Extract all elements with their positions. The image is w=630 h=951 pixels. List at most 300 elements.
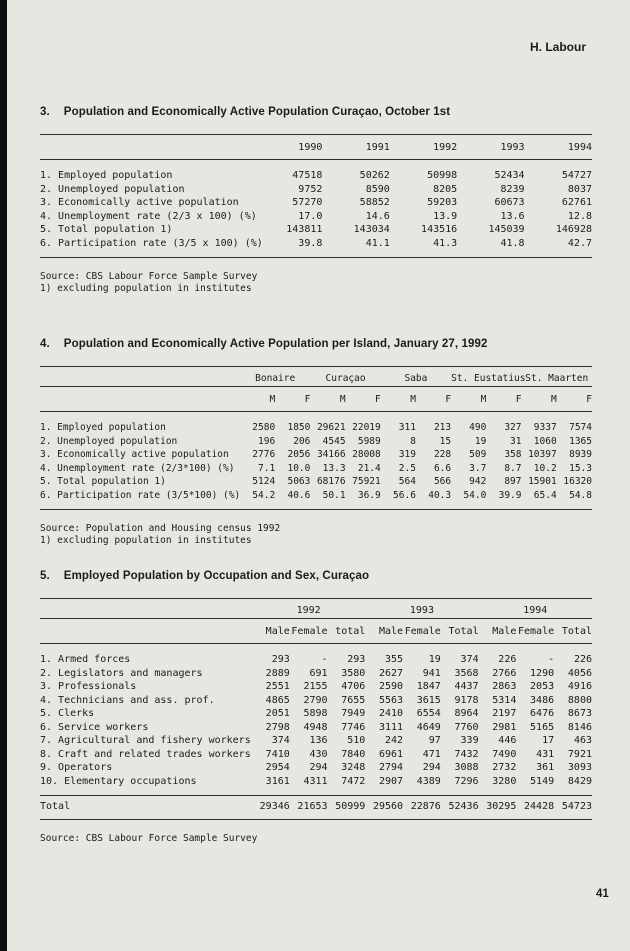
cell-value: 39.9 bbox=[498, 489, 522, 501]
cell-value: - bbox=[321, 654, 328, 665]
cell-value: 7.1 bbox=[258, 462, 276, 474]
cell-value: 3486 bbox=[530, 694, 555, 706]
section-title bbox=[40, 338, 592, 350]
cell-value: 41.1 bbox=[365, 237, 390, 249]
cell-value: 8239 bbox=[500, 183, 525, 195]
cell-value: 7949 bbox=[341, 708, 366, 719]
row-label: 1. Employed population bbox=[40, 170, 173, 181]
cell-value: 509 bbox=[469, 449, 487, 460]
column-group-header: 1994 bbox=[479, 599, 592, 619]
column-header: Total bbox=[441, 619, 479, 644]
cell-value: 339 bbox=[460, 735, 479, 746]
total-cell-value: 30295 bbox=[479, 796, 517, 820]
cell-value: 7472 bbox=[341, 775, 366, 787]
cell-value: 2776 bbox=[252, 449, 276, 460]
cell-value: 29621 bbox=[316, 422, 346, 433]
cell-value: 3580 bbox=[341, 667, 366, 679]
cell-value: 7921 bbox=[567, 748, 592, 760]
cell-value: 60673 bbox=[494, 197, 525, 208]
cell-value: 213 bbox=[433, 422, 452, 433]
section-number: 5. bbox=[40, 570, 50, 582]
cell-value: 5989 bbox=[357, 435, 381, 447]
row-label: 5. Total population 1) bbox=[40, 224, 173, 235]
column-group-header: 1992 bbox=[252, 599, 365, 619]
column-header: Female bbox=[403, 619, 441, 644]
footnote: 1) excluding population in institutes bbox=[40, 535, 252, 546]
row-label: 2. Legislators and managers bbox=[40, 667, 203, 679]
row-label: 5. Clerks bbox=[40, 708, 95, 719]
row-label: 4. Unemployment rate (2/3*100) (%) bbox=[40, 462, 235, 474]
cell-value: 13.6 bbox=[500, 210, 525, 222]
row-label: 1. Armed forces bbox=[40, 654, 131, 665]
cell-value: 4706 bbox=[341, 681, 366, 692]
column-header: M bbox=[522, 387, 557, 412]
table-row bbox=[40, 667, 592, 681]
cell-value: 941 bbox=[422, 667, 441, 679]
column-header: F bbox=[486, 387, 521, 412]
cell-value: 7296 bbox=[454, 775, 479, 787]
cell-value: 2590 bbox=[378, 681, 404, 692]
row-label: 7. Agricultural and fishery workers bbox=[40, 735, 251, 746]
section-population-per-island bbox=[40, 338, 592, 547]
table-row bbox=[40, 748, 592, 762]
row-label: 9. Operators bbox=[40, 762, 113, 773]
empty-corner-cell bbox=[40, 619, 252, 644]
cell-value: 691 bbox=[309, 667, 328, 679]
cell-value: 327 bbox=[504, 422, 522, 433]
column-group-header: Bonaire bbox=[240, 367, 310, 387]
table-row bbox=[40, 462, 592, 476]
section-employed-by-occupation bbox=[40, 570, 592, 845]
column-header: Total bbox=[554, 619, 592, 644]
cell-value: 294 bbox=[422, 762, 441, 773]
cell-value: 19 bbox=[474, 435, 487, 447]
cell-value: 228 bbox=[433, 449, 452, 460]
cell-value: 8964 bbox=[454, 708, 479, 719]
section-title-text: Population and Economically Active Population Curaçao, October 1st bbox=[63, 106, 451, 118]
cell-value: 3111 bbox=[378, 721, 404, 733]
cell-value: 41.8 bbox=[500, 237, 525, 249]
total-cell-value: 22876 bbox=[403, 796, 441, 820]
table-row bbox=[40, 183, 592, 197]
cell-value: 358 bbox=[504, 449, 522, 460]
cell-value: 8590 bbox=[365, 183, 390, 195]
table-population-per-island bbox=[40, 366, 592, 510]
cell-value: 8.7 bbox=[504, 462, 522, 474]
cell-value: 374 bbox=[460, 654, 479, 665]
cell-value: 68176 bbox=[316, 476, 346, 487]
table-row bbox=[40, 680, 592, 694]
row-label: 2. Unemployed population bbox=[40, 435, 178, 447]
section-title bbox=[40, 106, 592, 118]
empty-corner-cell bbox=[40, 367, 240, 387]
cell-value: 294 bbox=[309, 762, 328, 773]
cell-value: 4649 bbox=[416, 721, 441, 733]
table-row bbox=[40, 721, 592, 735]
cell-value: 510 bbox=[347, 735, 366, 746]
cell-value: 6.6 bbox=[433, 462, 452, 474]
total-cell-value: 21653 bbox=[290, 796, 328, 820]
column-group-header: Saba bbox=[381, 367, 451, 387]
cell-value: 2794 bbox=[378, 762, 404, 773]
cell-value: 10397 bbox=[528, 449, 557, 460]
cell-value: 1850 bbox=[287, 422, 311, 433]
column-header: F bbox=[275, 387, 310, 412]
cell-value: 2155 bbox=[303, 681, 328, 692]
cell-value: 15.3 bbox=[569, 462, 592, 474]
cell-value: 3568 bbox=[454, 667, 479, 679]
cell-value: 7746 bbox=[341, 721, 366, 733]
cell-value: 7432 bbox=[454, 748, 479, 760]
cell-value: 2627 bbox=[378, 667, 404, 679]
cell-value: 40.3 bbox=[428, 489, 452, 501]
cell-value: 7574 bbox=[569, 422, 592, 433]
total-cell-value: 29346 bbox=[252, 796, 290, 820]
cell-value: 2056 bbox=[287, 449, 311, 460]
row-label: 6. Participation rate (3/5 x 100) (%) bbox=[40, 237, 263, 249]
cell-value: 4056 bbox=[567, 667, 592, 679]
cell-value: 242 bbox=[385, 735, 404, 746]
cell-value: 6554 bbox=[416, 708, 441, 719]
cell-value: 8146 bbox=[567, 721, 592, 733]
cell-value: 319 bbox=[398, 449, 416, 460]
table-row bbox=[40, 210, 592, 224]
cell-value: 4437 bbox=[454, 681, 479, 692]
cell-value: 7760 bbox=[454, 721, 479, 733]
cell-value: 196 bbox=[258, 435, 276, 447]
cell-value: 2051 bbox=[265, 708, 290, 719]
table-group-header-row bbox=[40, 599, 592, 619]
cell-value: 14.6 bbox=[365, 210, 390, 222]
table-employed-by-occupation bbox=[40, 598, 592, 820]
cell-value: 136 bbox=[309, 735, 328, 746]
cell-value: 7655 bbox=[341, 694, 366, 706]
cell-value: 54727 bbox=[561, 170, 592, 181]
column-header: M bbox=[310, 387, 345, 412]
cell-value: 2053 bbox=[530, 681, 555, 692]
column-header: F bbox=[557, 387, 592, 412]
section-title-text: Employed Population by Occupation and Sex, Curaçao bbox=[63, 570, 370, 582]
cell-value: 5063 bbox=[287, 476, 311, 487]
row-label: 3. Professionals bbox=[40, 681, 137, 692]
table-row bbox=[40, 160, 592, 183]
scan-gutter-edge bbox=[0, 0, 7, 951]
cell-value: 293 bbox=[271, 654, 290, 665]
table-row bbox=[40, 475, 592, 489]
cell-value: 40.6 bbox=[287, 489, 311, 501]
cell-value: 1290 bbox=[530, 667, 555, 679]
section-number: 4. bbox=[40, 338, 50, 350]
cell-value: 62761 bbox=[561, 197, 592, 208]
cell-value: 431 bbox=[536, 748, 555, 760]
row-label: 8. Craft and related trades workers bbox=[40, 748, 251, 760]
cell-value: 54.0 bbox=[463, 489, 487, 501]
cell-value: 21.4 bbox=[357, 462, 381, 474]
cell-value: 446 bbox=[498, 735, 517, 746]
table-row bbox=[40, 707, 592, 721]
cell-value: 10.0 bbox=[287, 462, 311, 474]
cell-value: 56.6 bbox=[393, 489, 416, 501]
cell-value: 7490 bbox=[492, 748, 517, 760]
row-label: 4. Unemployment rate (2/3 x 100) (%) bbox=[40, 210, 257, 222]
column-header: Female bbox=[516, 619, 554, 644]
cell-value: 897 bbox=[504, 476, 522, 487]
row-label: 4. Technicians and ass. prof. bbox=[40, 694, 215, 706]
cell-value: 355 bbox=[385, 654, 404, 665]
cell-value: 5898 bbox=[303, 708, 328, 719]
cell-value: 4948 bbox=[303, 721, 328, 733]
cell-value: 3280 bbox=[492, 775, 517, 787]
table-row bbox=[40, 694, 592, 708]
cell-value: 4865 bbox=[265, 694, 290, 706]
cell-value: 8429 bbox=[567, 775, 592, 787]
cell-value: 13.9 bbox=[433, 210, 458, 222]
section-number: 3. bbox=[40, 106, 50, 118]
cell-value: 566 bbox=[433, 476, 452, 487]
table-row bbox=[40, 448, 592, 462]
cell-value: 42.7 bbox=[567, 237, 592, 249]
cell-value: 39.8 bbox=[298, 237, 323, 249]
cell-value: 1847 bbox=[416, 681, 441, 692]
cell-value: 75921 bbox=[352, 476, 381, 487]
cell-value: 28008 bbox=[352, 449, 381, 460]
cell-value: 293 bbox=[347, 654, 366, 665]
cell-value: 17.0 bbox=[298, 210, 323, 222]
table-row bbox=[40, 412, 592, 435]
cell-value: 430 bbox=[309, 748, 328, 760]
cell-value: 143516 bbox=[421, 224, 458, 235]
cell-value: 7840 bbox=[341, 748, 366, 760]
cell-value: 564 bbox=[398, 476, 416, 487]
total-cell-value: 54723 bbox=[554, 796, 592, 820]
table-header-row bbox=[40, 135, 592, 160]
cell-value: 490 bbox=[469, 422, 487, 433]
column-header: Male bbox=[365, 619, 403, 644]
cell-value: 9752 bbox=[298, 183, 323, 195]
cell-value: 8037 bbox=[567, 183, 592, 195]
cell-value: 5149 bbox=[530, 775, 555, 787]
row-label: 3. Economically active population bbox=[40, 197, 239, 208]
cell-value: 2981 bbox=[492, 721, 517, 733]
total-cell-value: 50999 bbox=[328, 796, 366, 820]
cell-value: 9178 bbox=[454, 694, 479, 706]
column-header: Male bbox=[479, 619, 517, 644]
cell-value: 2954 bbox=[265, 762, 290, 773]
cell-value: 361 bbox=[536, 762, 555, 773]
row-label: 6. Participation rate (3/5*100) (%) bbox=[40, 489, 241, 501]
cell-value: 59203 bbox=[427, 197, 458, 208]
cell-value: 146928 bbox=[555, 224, 592, 235]
cell-value: 2551 bbox=[265, 681, 290, 692]
cell-value: 3248 bbox=[341, 762, 366, 773]
cell-value: 6476 bbox=[530, 708, 555, 719]
cell-value: 942 bbox=[469, 476, 487, 487]
cell-value: 4311 bbox=[303, 775, 328, 787]
page-number: 41 bbox=[596, 888, 609, 900]
column-group-header: St. Eustatius bbox=[451, 367, 521, 387]
cell-value: 2798 bbox=[265, 721, 290, 733]
column-header: 1992 bbox=[390, 135, 457, 160]
column-header: M bbox=[451, 387, 486, 412]
cell-value: 16320 bbox=[563, 476, 592, 487]
table-group-header-row bbox=[40, 367, 592, 387]
table-population-by-year bbox=[40, 134, 592, 258]
cell-value: 50.1 bbox=[322, 489, 346, 501]
cell-value: 65.4 bbox=[533, 489, 557, 501]
cell-value: 50998 bbox=[427, 170, 458, 181]
section-title-text: Population and Economically Active Population per Island, January 27, 1992 bbox=[63, 338, 488, 350]
cell-value: 19 bbox=[428, 654, 441, 665]
cell-value: 143034 bbox=[353, 224, 390, 235]
row-label: 6. Service workers bbox=[40, 721, 149, 733]
column-header: total bbox=[328, 619, 366, 644]
chapter-header: H. Labour bbox=[530, 40, 586, 54]
cell-value: 2732 bbox=[492, 762, 517, 773]
column-header: 1991 bbox=[322, 135, 389, 160]
cell-value: 4545 bbox=[322, 435, 346, 447]
cell-value: 226 bbox=[573, 654, 592, 665]
cell-value: 471 bbox=[422, 748, 441, 760]
cell-value: 8939 bbox=[569, 449, 592, 460]
source-note: Source: Population and Housing census 1992 bbox=[40, 523, 281, 534]
total-cell-value: 29560 bbox=[365, 796, 403, 820]
cell-value: 41.3 bbox=[433, 237, 458, 249]
row-label: 1. Employed population bbox=[40, 422, 166, 433]
column-header: M bbox=[381, 387, 416, 412]
source-note: Source: CBS Labour Force Sample Survey bbox=[40, 833, 258, 844]
cell-value: 6961 bbox=[378, 748, 404, 760]
table-row bbox=[40, 435, 592, 449]
cell-value: 5563 bbox=[378, 694, 404, 706]
table-header-row bbox=[40, 387, 592, 412]
column-header: 1990 bbox=[255, 135, 322, 160]
cell-value: 1060 bbox=[533, 435, 557, 447]
table-row bbox=[40, 223, 592, 237]
cell-value: - bbox=[548, 654, 555, 665]
cell-value: 3088 bbox=[454, 762, 479, 773]
cell-value: 226 bbox=[498, 654, 517, 665]
cell-value: 2863 bbox=[492, 681, 517, 692]
empty-corner-cell bbox=[40, 387, 240, 412]
row-label: 5. Total population 1) bbox=[40, 476, 166, 487]
cell-value: 145039 bbox=[488, 224, 525, 235]
cell-value: 10.2 bbox=[533, 462, 557, 474]
row-label: 10. Elementary occupations bbox=[40, 775, 197, 787]
cell-value: 2907 bbox=[378, 775, 404, 787]
total-row-label: Total bbox=[40, 796, 252, 820]
column-group-header: St. Maarten bbox=[522, 367, 593, 387]
empty-corner-cell bbox=[40, 135, 255, 160]
cell-value: 3161 bbox=[265, 775, 290, 787]
cell-value: 8673 bbox=[567, 708, 592, 719]
cell-value: 7410 bbox=[265, 748, 290, 760]
section-population-curacao bbox=[40, 106, 592, 295]
cell-value: 17 bbox=[542, 735, 555, 746]
table-row bbox=[40, 734, 592, 748]
cell-value: 58852 bbox=[359, 197, 390, 208]
cell-value: 22019 bbox=[352, 422, 381, 433]
cell-value: 13.3 bbox=[322, 462, 346, 474]
empty-corner-cell bbox=[40, 599, 252, 619]
cell-value: 463 bbox=[573, 735, 592, 746]
cell-value: 4916 bbox=[567, 681, 592, 692]
cell-value: 5314 bbox=[492, 694, 517, 706]
cell-value: 2197 bbox=[492, 708, 517, 719]
cell-value: 2580 bbox=[252, 422, 276, 433]
cell-value: 52434 bbox=[494, 170, 525, 181]
cell-value: 5165 bbox=[530, 721, 555, 733]
cell-value: 311 bbox=[398, 422, 416, 433]
cell-value: 36.9 bbox=[357, 489, 381, 501]
cell-value: 8205 bbox=[433, 183, 458, 195]
column-group-header: Curaçao bbox=[310, 367, 380, 387]
cell-value: 12.8 bbox=[567, 210, 592, 222]
column-header: F bbox=[346, 387, 381, 412]
cell-value: 4389 bbox=[416, 775, 441, 787]
column-header: 1994 bbox=[525, 135, 592, 160]
total-row bbox=[40, 796, 592, 820]
cell-value: 3093 bbox=[567, 762, 592, 773]
cell-value: 9337 bbox=[533, 422, 557, 433]
column-header: Male bbox=[252, 619, 290, 644]
column-header: 1993 bbox=[457, 135, 524, 160]
row-label: 3. Economically active population bbox=[40, 449, 229, 460]
cell-value: 5124 bbox=[252, 476, 276, 487]
table-row bbox=[40, 237, 592, 258]
cell-value: 3.7 bbox=[469, 462, 487, 474]
table-row bbox=[40, 489, 592, 510]
section-title bbox=[40, 570, 592, 582]
column-group-header: 1993 bbox=[365, 599, 478, 619]
total-cell-value: 52436 bbox=[441, 796, 479, 820]
table-row bbox=[40, 761, 592, 775]
cell-value: 374 bbox=[271, 735, 290, 746]
cell-value: 206 bbox=[293, 435, 311, 447]
cell-value: 15901 bbox=[528, 476, 557, 487]
cell-value: 2410 bbox=[378, 708, 404, 719]
cell-value: 8800 bbox=[567, 694, 592, 706]
cell-value: 8 bbox=[410, 435, 416, 447]
cell-value: 54.8 bbox=[569, 489, 592, 501]
table-row bbox=[40, 644, 592, 667]
cell-value: 57270 bbox=[292, 197, 323, 208]
cell-value: 3615 bbox=[416, 694, 441, 706]
column-header: M bbox=[240, 387, 275, 412]
total-cell-value: 24428 bbox=[516, 796, 554, 820]
cell-value: 54.2 bbox=[252, 489, 276, 501]
cell-value: 97 bbox=[428, 735, 441, 746]
column-header: F bbox=[416, 387, 451, 412]
source-note: Source: CBS Labour Force Sample Survey bbox=[40, 271, 258, 282]
cell-value: 2766 bbox=[492, 667, 517, 679]
cell-value: 2790 bbox=[303, 694, 328, 706]
column-header: Female bbox=[290, 619, 328, 644]
row-label: 2. Unemployed population bbox=[40, 183, 185, 195]
cell-value: 31 bbox=[510, 435, 522, 447]
cell-value: 2889 bbox=[265, 667, 290, 679]
cell-value: 50262 bbox=[359, 170, 390, 181]
cell-value: 34166 bbox=[316, 449, 346, 460]
cell-value: 15 bbox=[439, 435, 452, 447]
table-row bbox=[40, 196, 592, 210]
cell-value: 143811 bbox=[286, 224, 323, 235]
table-header-row bbox=[40, 619, 592, 644]
cell-value: 1365 bbox=[569, 435, 592, 447]
cell-value: 47518 bbox=[292, 170, 323, 181]
table-row bbox=[40, 775, 592, 796]
cell-value: 2.5 bbox=[398, 462, 416, 474]
footnote: 1) excluding population in institutes bbox=[40, 283, 252, 294]
